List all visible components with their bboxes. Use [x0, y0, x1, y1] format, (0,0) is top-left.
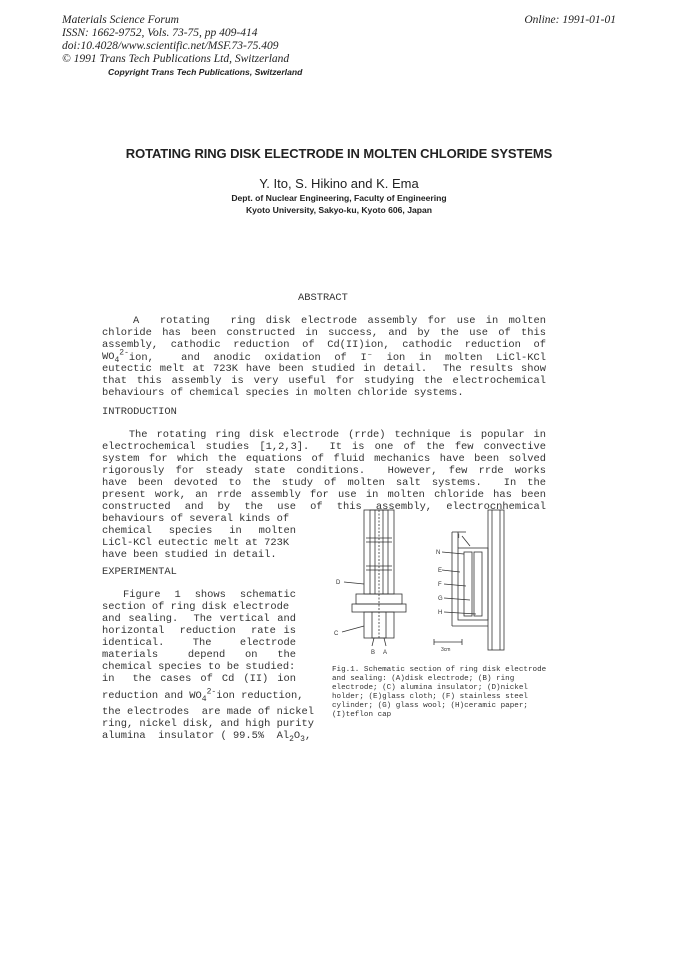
abstract-line: assembly, cathodic reduction of Cd(II)ion, cathodic reduction of [102, 339, 546, 351]
exp-line: alumina insulator ( 99.5% $Al_2O_3$, [102, 730, 312, 745]
exp-line: and sealing. The vertical and [102, 613, 296, 625]
intro-line: have been devoted to the study of molten salt systems. In the [102, 477, 546, 489]
abstract-line: A rotating ring disk electrode assembly for use in molten [102, 315, 546, 327]
figure-label: F [438, 582, 442, 588]
intro-line: LiCl-KCl eutectic melt at 723K [102, 537, 290, 549]
issn-line: ISSN: 1662-9752, Vols. 73-75, pp 409-414 [62, 27, 258, 39]
figure-label: I [458, 534, 460, 540]
intro-line: chemical species in molten [102, 525, 296, 537]
figure-labels [334, 534, 460, 656]
intro-line: constructed and by the use of this assembly, electrocnhemical [102, 501, 546, 513]
figure-label: B [371, 650, 376, 656]
abstract-line: eutectic melt at 723K have been studied in detail. The results show [102, 363, 546, 375]
abstract-line: behaviours of chemical species in molten chloride systems. [102, 387, 464, 399]
copyright-stamp: Copyright Trans Tech Publications, Switzerland [108, 67, 303, 77]
experimental-heading: EXPERIMENTAL [102, 566, 177, 578]
exp-line: Figure 1 shows schematic [102, 589, 296, 601]
intro-line: electrochemical studies [1,2,3]. It is one of the few convective [102, 441, 546, 453]
exp-line: horizontal reduction rate is [102, 625, 296, 637]
abstract-line: chloride has been constructed in success, and by the use of this [102, 327, 546, 339]
abstract-heading: ABSTRACT [298, 292, 348, 304]
exp-line: the electrodes are made of nickel [102, 706, 315, 718]
figure-label: C [334, 631, 339, 637]
wo4-formula: $WO_4^{2-}$ [189, 687, 217, 705]
intro-line: rigorously for steady state conditions. However, few rrde works [102, 465, 546, 477]
figure-label: G [438, 596, 443, 602]
intro-line: behaviours of several kinds of [102, 513, 290, 525]
electrode-schematic-figure [330, 508, 552, 660]
online-date: Online: 1991-01-01 [524, 14, 616, 26]
intro-line: present work, an rrde assembly for use in molten chloride has been [102, 489, 546, 501]
paper-title: ROTATING RING DISK ELECTRODE IN MOLTEN CHLORIDE SYSTEMS [125, 146, 553, 161]
figure-label: N [436, 550, 441, 556]
exp-line: in the cases of Cd (II) ion [102, 673, 296, 685]
intro-line: The rotating ring disk electrode (rrde) technique is popular in [102, 429, 546, 441]
affiliation-university: Kyoto University, Sakyo-ku, Kyoto 606, Japan [245, 205, 433, 215]
exp-line: section of ring disk electrode [102, 601, 290, 613]
journal-header [62, 14, 289, 66]
figure-caption: Fig.1. Schematic section of ring disk electrode and sealing: (A)disk electrode; (B) ring electrode; (C) alumina insulator; (D)nickel holder; (E)glass cloth; (F) stainless steel cylinder; (G) glass wool; (H)ceramic paper; (I)teflon cap [332, 666, 547, 719]
figure-label: A [383, 650, 388, 656]
abstract-line: $WO_4^{2-}$ ion, and anodic oxidation of I⁻ ion in molten LiCl-KCl [102, 348, 546, 366]
electrode-assembly-drawing [342, 510, 406, 646]
affiliation-dept: Dept. of Nuclear Engineering, Faculty of Engineering [231, 193, 447, 203]
exp-line: ring, nickel disk, and high purity [102, 718, 315, 730]
copyright-line: © 1991 Trans Tech Publications Ltd, Switzerland [62, 53, 290, 65]
abstract-line: that this assembly is very useful for studying the electrochemical [102, 375, 546, 387]
paper-authors: Y. Ito, S. Hikino and K. Ema [259, 176, 419, 191]
introduction-heading: INTRODUCTION [102, 406, 177, 418]
exp-line: reduction and $WO_4^{2-}ion$ reduction, [102, 687, 304, 705]
figure-label: D [336, 580, 341, 586]
journal-name: Materials Science Forum [62, 14, 179, 26]
scale-bar-label: 3cm [441, 647, 451, 653]
doi-line: doi:10.4028/www.scientific.net/MSF.73-75.409 [62, 40, 279, 52]
exp-line: identical. The electrode [102, 637, 296, 649]
exp-line: materials depend on the [102, 649, 296, 661]
intro-line: have been studied in detail. [102, 549, 277, 561]
exp-line: chemical species to be studied: [102, 661, 296, 673]
sealing-detail-drawing [434, 510, 504, 650]
wo4-formula: $WO_4^{2-}$ [102, 348, 129, 366]
figure-label: H [438, 610, 443, 616]
intro-line: system for which the equations of fluid mechanics have been solved [102, 453, 546, 465]
figure-label: E [438, 568, 443, 574]
